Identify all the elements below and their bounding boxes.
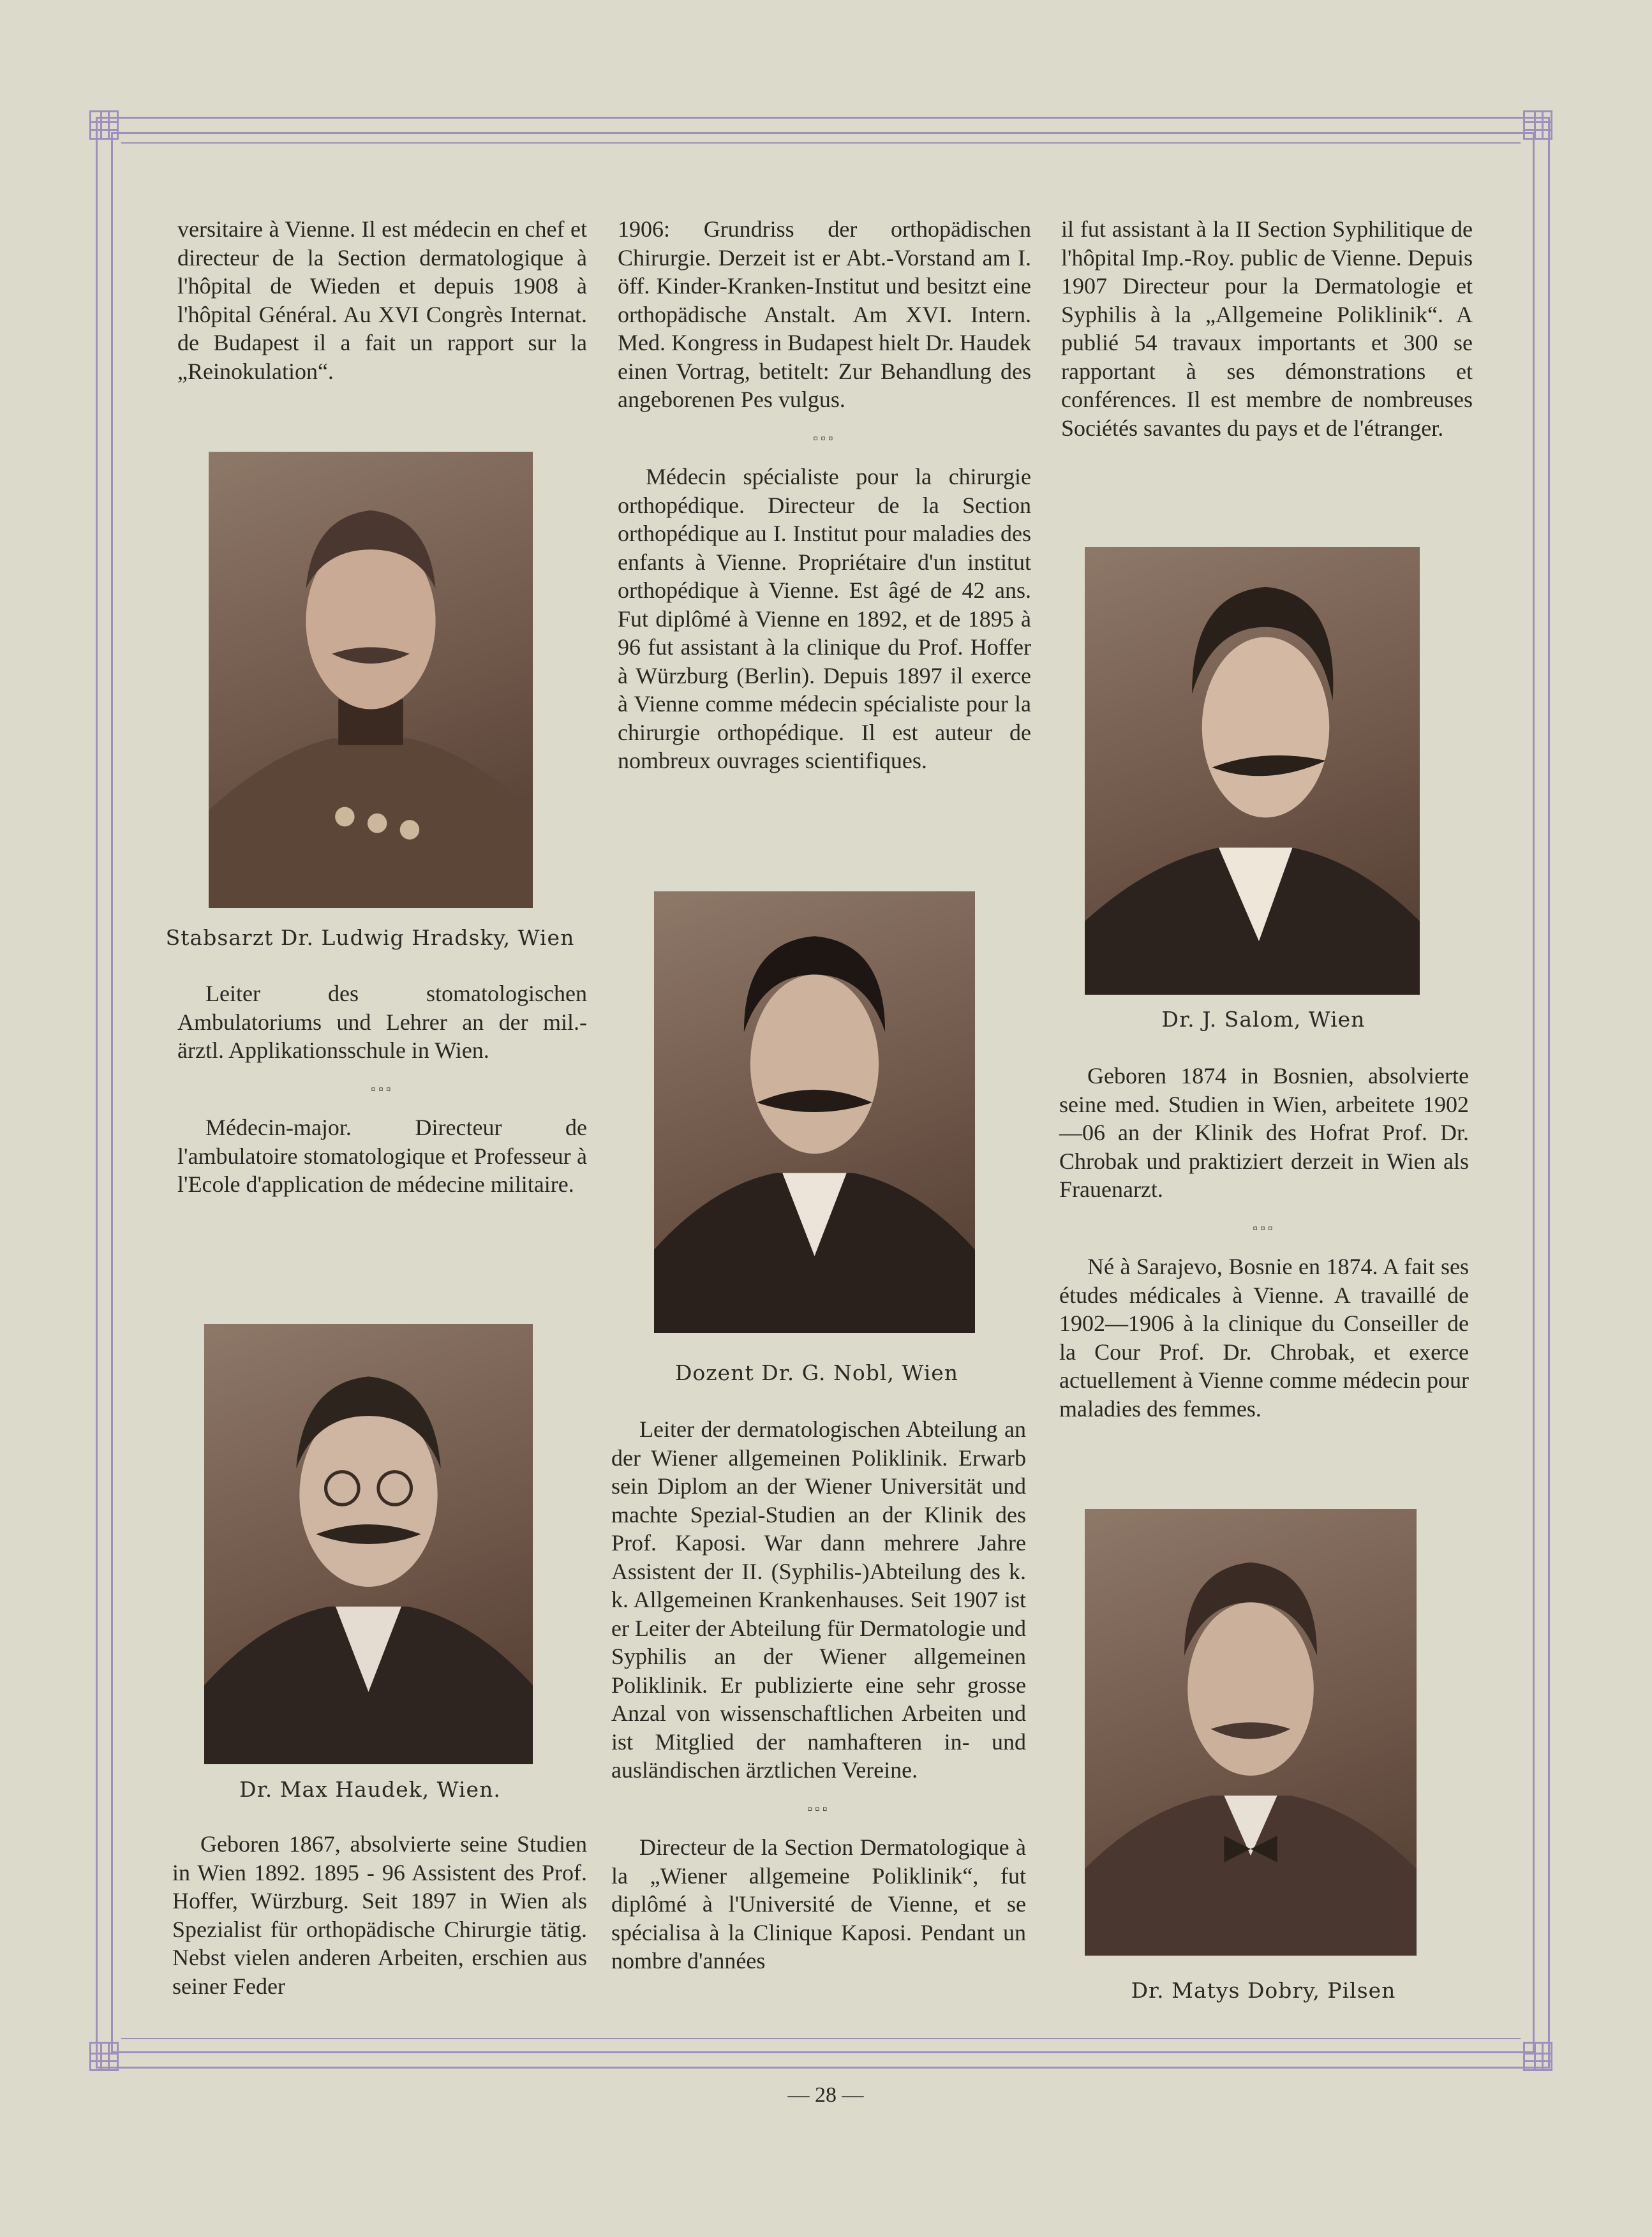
paragraph-salom-french: Né à Sarajevo, Bosnie en 1874. A fait ses études médicales à Vienne. A travaillé de 1902—1906 à la clinique du Conseiller de la Cour Prof. Dr. Chrobak, et exerce actuellement à Vienne comme médecin pour maladies des femmes. bbox=[1059, 1254, 1469, 1422]
section-separator: ▫▫▫ bbox=[371, 1080, 394, 1097]
border-corner-ornament bbox=[89, 2042, 119, 2071]
column-right-top bbox=[1061, 215, 1473, 442]
portrait-photo-haudek bbox=[204, 1324, 533, 1764]
paragraph-nobl-french: Directeur de la Section Dermatologique à la „Wiener allgemeine Poliklinik“, fut diplômé à l'Université de Vienne, et se spécialisa à la Clinique Kaposi. Pendant un nombre d'années bbox=[611, 1834, 1026, 1973]
section-separator: ▫▫▫ bbox=[807, 1800, 830, 1817]
paragraph-nobl-french-continued: il fut assistant à la II Section Syphilitique de l'hôpital Imp.-Roy. public de Vienne. Depuis 1907 Directeur pour la Dermatologie et Syphilis à la „Allgemeine Poliklinik“. A publié 54 travaux importants et 300 se rapportant à ses démonstrations et conférences. Il est membre de nombreuses Sociétés savantes du pays et de l'étranger. bbox=[1061, 216, 1473, 441]
paragraph-nobl-german: Leiter der dermatologischen Abteilung an der Wiener allgemeinen Poliklinik. Erwarb sein Diplom an der Wiener Universität und machte Spezial-Studien an der Klinik des Prof. Kaposi. War dann mehrere Jahre Assistent der II. (Syphilis-)Abteilung des k. k. Allgemeinen Krankenhauses. Seit 1907 ist er Leiter der Abteilung für Dermatologie und Syphilis an der Wiener allgemeinen Poliklinik. Er publizierte eine sehr grosse Anzal von wissenschaftlichen Arbeiten und ist Mitglied der namhafteren in- und ausländischen ärztlichen Vereine. bbox=[611, 1416, 1026, 1783]
column-middle-bottom bbox=[611, 1415, 1026, 1975]
paragraph-haudek-german-continued: 1906: Grundriss der orthopädischen Chirurgie. Derzeit ist er Abt.-Vorstand am I. öff. Kinder-Kranken-Institut und besitzt eine orthopädische Anstalt. Am XVI. Intern. Med. Kongress in Budapest hielt Dr. Haudek einen Vortrag, betitelt: Zur Behandlung des angeborenen Pes vulgus. bbox=[618, 216, 1031, 412]
column-left-top bbox=[177, 215, 587, 385]
border-corner-ornament bbox=[1523, 2042, 1552, 2071]
page-border-rule bbox=[121, 2038, 1521, 2039]
caption-hradsky: Stabsarzt Dr. Ludwig Hradsky, Wien bbox=[165, 925, 575, 950]
column-left-middle bbox=[177, 979, 587, 1199]
caption-nobl: Dozent Dr. G. Nobl, Wien bbox=[674, 1360, 959, 1385]
border-corner-ornament bbox=[1523, 110, 1552, 140]
paragraph-salom-german: Geboren 1874 in Bosnien, absolvierte seine med. Studien in Wien, arbeitete 1902—06 an der Klinik des Hofrat Prof. Dr. Chrobak und praktiziert derzeit in Wien als Frauenarzt. bbox=[1059, 1063, 1469, 1202]
caption-haudek: Dr. Max Haudek, Wien. bbox=[239, 1777, 501, 1802]
portrait-photo-nobl bbox=[654, 891, 975, 1333]
caption-dobry: Dr. Matys Dobry, Pilsen bbox=[1131, 1978, 1396, 2003]
column-left-bottom bbox=[172, 1830, 587, 2000]
paragraph-hradsky-french: Médecin-major. Directeur de l'ambulatoire stomatologique et Professeur à l'Ecole d'application de médecine militaire. bbox=[177, 1115, 587, 1197]
page-number: — 28 — bbox=[787, 2083, 864, 2107]
paragraph-haudek-german: Geboren 1867, absolvierte seine Studien in Wien 1892. 1895 - 96 Assistent des Prof. Hoffer, Würzburg. Seit 1897 in Wien als Spezialist für orthopädische Chirurgie tätig. Nebst vielen anderen Arbeiten, erschien aus seiner Feder bbox=[172, 1831, 587, 1999]
section-separator: ▫▫▫ bbox=[813, 429, 836, 446]
portrait-photo-dobry bbox=[1085, 1509, 1417, 1956]
caption-salom: Dr. J. Salom, Wien bbox=[1161, 1007, 1366, 1032]
section-separator: ▫▫▫ bbox=[1253, 1219, 1276, 1236]
paragraph-haudek-french: Médecin spécialiste pour la chirurgie orthopédique. Directeur de la Section orthopédique au I. Institut pour maladies des enfants à Vienne. Propriétaire d'un institut orthopédique à Vienne. Est âgé de 42 ans. Fut diplômé à Vienne en 1892, et de 1895 à 96 fut assistant à la clinique du Prof. Hoffer à Würzburg (Berlin). Depuis 1897 il exerce à Vienne comme médecin spécialiste pour la chirurgie orthopédique. Il est auteur de nombreux ouvrages scientifiques. bbox=[618, 464, 1031, 773]
portrait-photo-salom bbox=[1085, 547, 1420, 995]
portrait-photo-hradsky bbox=[209, 452, 533, 908]
column-right-middle bbox=[1059, 1062, 1469, 1423]
border-corner-ornament bbox=[89, 110, 119, 140]
paragraph-intro-continued: versitaire à Vienne. Il est médecin en chef et directeur de la Section dermatologique à l'hôpital de Wieden et depuis 1908 à l'hôpital Général. Au XVI Congrès Internat. de Budapest il a fait un rapport sur la „Reinokulation“. bbox=[177, 216, 587, 384]
page-border-rule bbox=[121, 142, 1521, 144]
column-middle-top bbox=[618, 215, 1031, 775]
paragraph-hradsky-german: Leiter des stomatologischen Ambulatoriums und Lehrer an der mil.-ärztl. Applikationsschule in Wien. bbox=[177, 981, 587, 1063]
